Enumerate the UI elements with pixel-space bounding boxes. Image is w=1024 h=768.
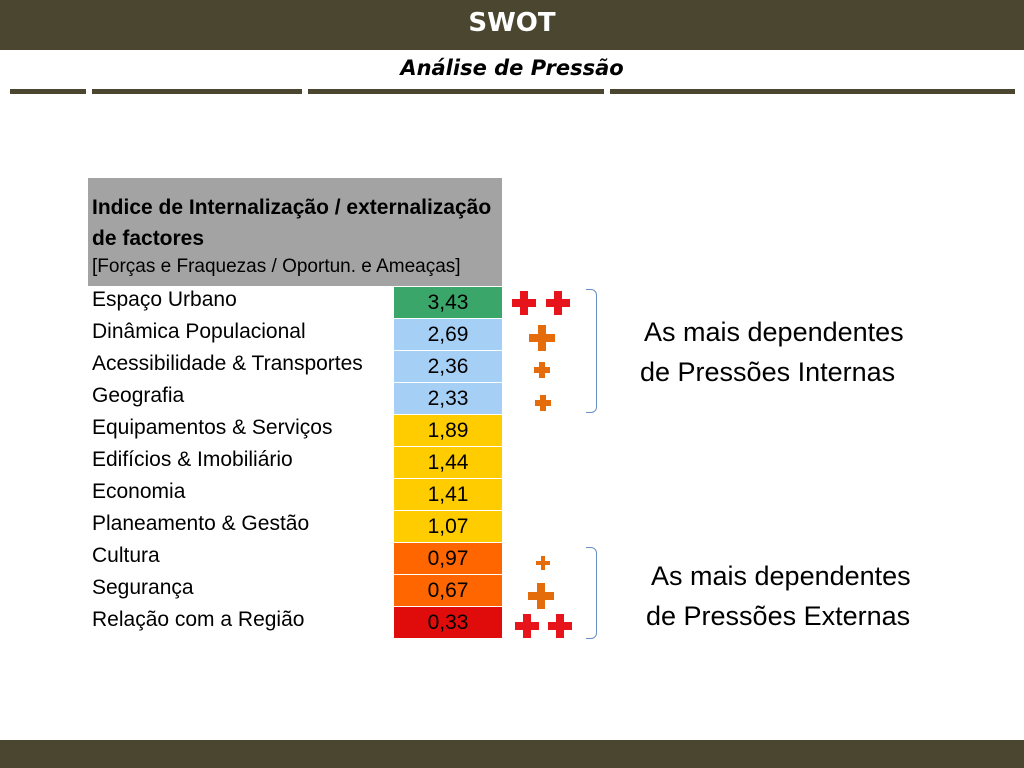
- row-label: Equipamentos & Serviços: [92, 416, 333, 439]
- plus-icon-red: [546, 291, 570, 315]
- table-row: [88, 414, 502, 446]
- row-value: 0,33: [394, 606, 502, 638]
- table-row: [88, 446, 502, 478]
- plus-icon-orange: [529, 325, 555, 351]
- row-value: 0,67: [394, 574, 502, 606]
- table-row: [88, 574, 502, 606]
- row-value: 1,44: [394, 446, 502, 478]
- pressure-index-table: [88, 178, 502, 638]
- plus-icon-orange: [534, 362, 550, 378]
- row-label: Geografia: [92, 384, 185, 407]
- divider-segment: [10, 89, 86, 94]
- divider-segment: [610, 89, 1015, 94]
- row-label: Acessibilidade & Transportes: [92, 352, 363, 375]
- note-internal-line2: de Pressões Internas: [640, 357, 896, 387]
- table-row: [88, 542, 502, 574]
- note-external-line2: de Pressões Externas: [646, 601, 911, 631]
- note-internal-line1: As mais dependentes: [644, 317, 904, 347]
- plus-icon-orange: [535, 395, 551, 411]
- table-row: [88, 382, 502, 414]
- row-label: Economia: [92, 480, 186, 503]
- plus-icon-orange: [528, 583, 554, 609]
- page-subtitle: Análise de Pressão: [400, 56, 624, 80]
- row-label: Planeamento & Gestão: [92, 512, 310, 535]
- plus-icon-red: [515, 614, 539, 638]
- table-body: [88, 286, 502, 638]
- plus-icon-orange: [536, 556, 550, 570]
- bottom-bar: [0, 740, 1024, 768]
- row-label: Espaço Urbano: [92, 288, 237, 311]
- row-value: 1,07: [394, 510, 502, 542]
- row-label: Cultura: [92, 544, 160, 567]
- divider-segment: [92, 89, 302, 94]
- table-row: [88, 606, 502, 638]
- row-label: Edifícios & Imobiliário: [92, 448, 293, 471]
- plus-icon-red: [512, 291, 536, 315]
- row-value: 1,41: [394, 478, 502, 510]
- row-label: Dinâmica Populacional: [92, 320, 306, 343]
- bracket-external: [586, 547, 597, 639]
- table-row: [88, 318, 502, 350]
- top-bar: [0, 0, 1024, 50]
- table-row: [88, 286, 502, 318]
- table-subheading: [Forças e Fraquezas / Oportun. e Ameaças]: [92, 256, 461, 277]
- row-label: Relação com a Região: [92, 608, 305, 631]
- table-row: [88, 510, 502, 542]
- note-external-line1: As mais dependentes: [651, 561, 911, 591]
- table-heading: Indice de Internalização / externalização de factores: [92, 196, 492, 250]
- row-value: 2,69: [394, 318, 502, 350]
- page-title: SWOT: [468, 8, 556, 38]
- row-value: 0,97: [394, 542, 502, 574]
- bracket-internal: [586, 289, 597, 413]
- row-value: 3,43: [394, 286, 502, 318]
- row-value: 2,33: [394, 382, 502, 414]
- plus-icon-red: [548, 614, 572, 638]
- row-value: 1,89: [394, 414, 502, 446]
- table-row: [88, 350, 502, 382]
- table-row: [88, 478, 502, 510]
- table-header: [88, 178, 502, 286]
- row-value: 2,36: [394, 350, 502, 382]
- row-label: Segurança: [92, 576, 194, 599]
- divider-segment: [308, 89, 604, 94]
